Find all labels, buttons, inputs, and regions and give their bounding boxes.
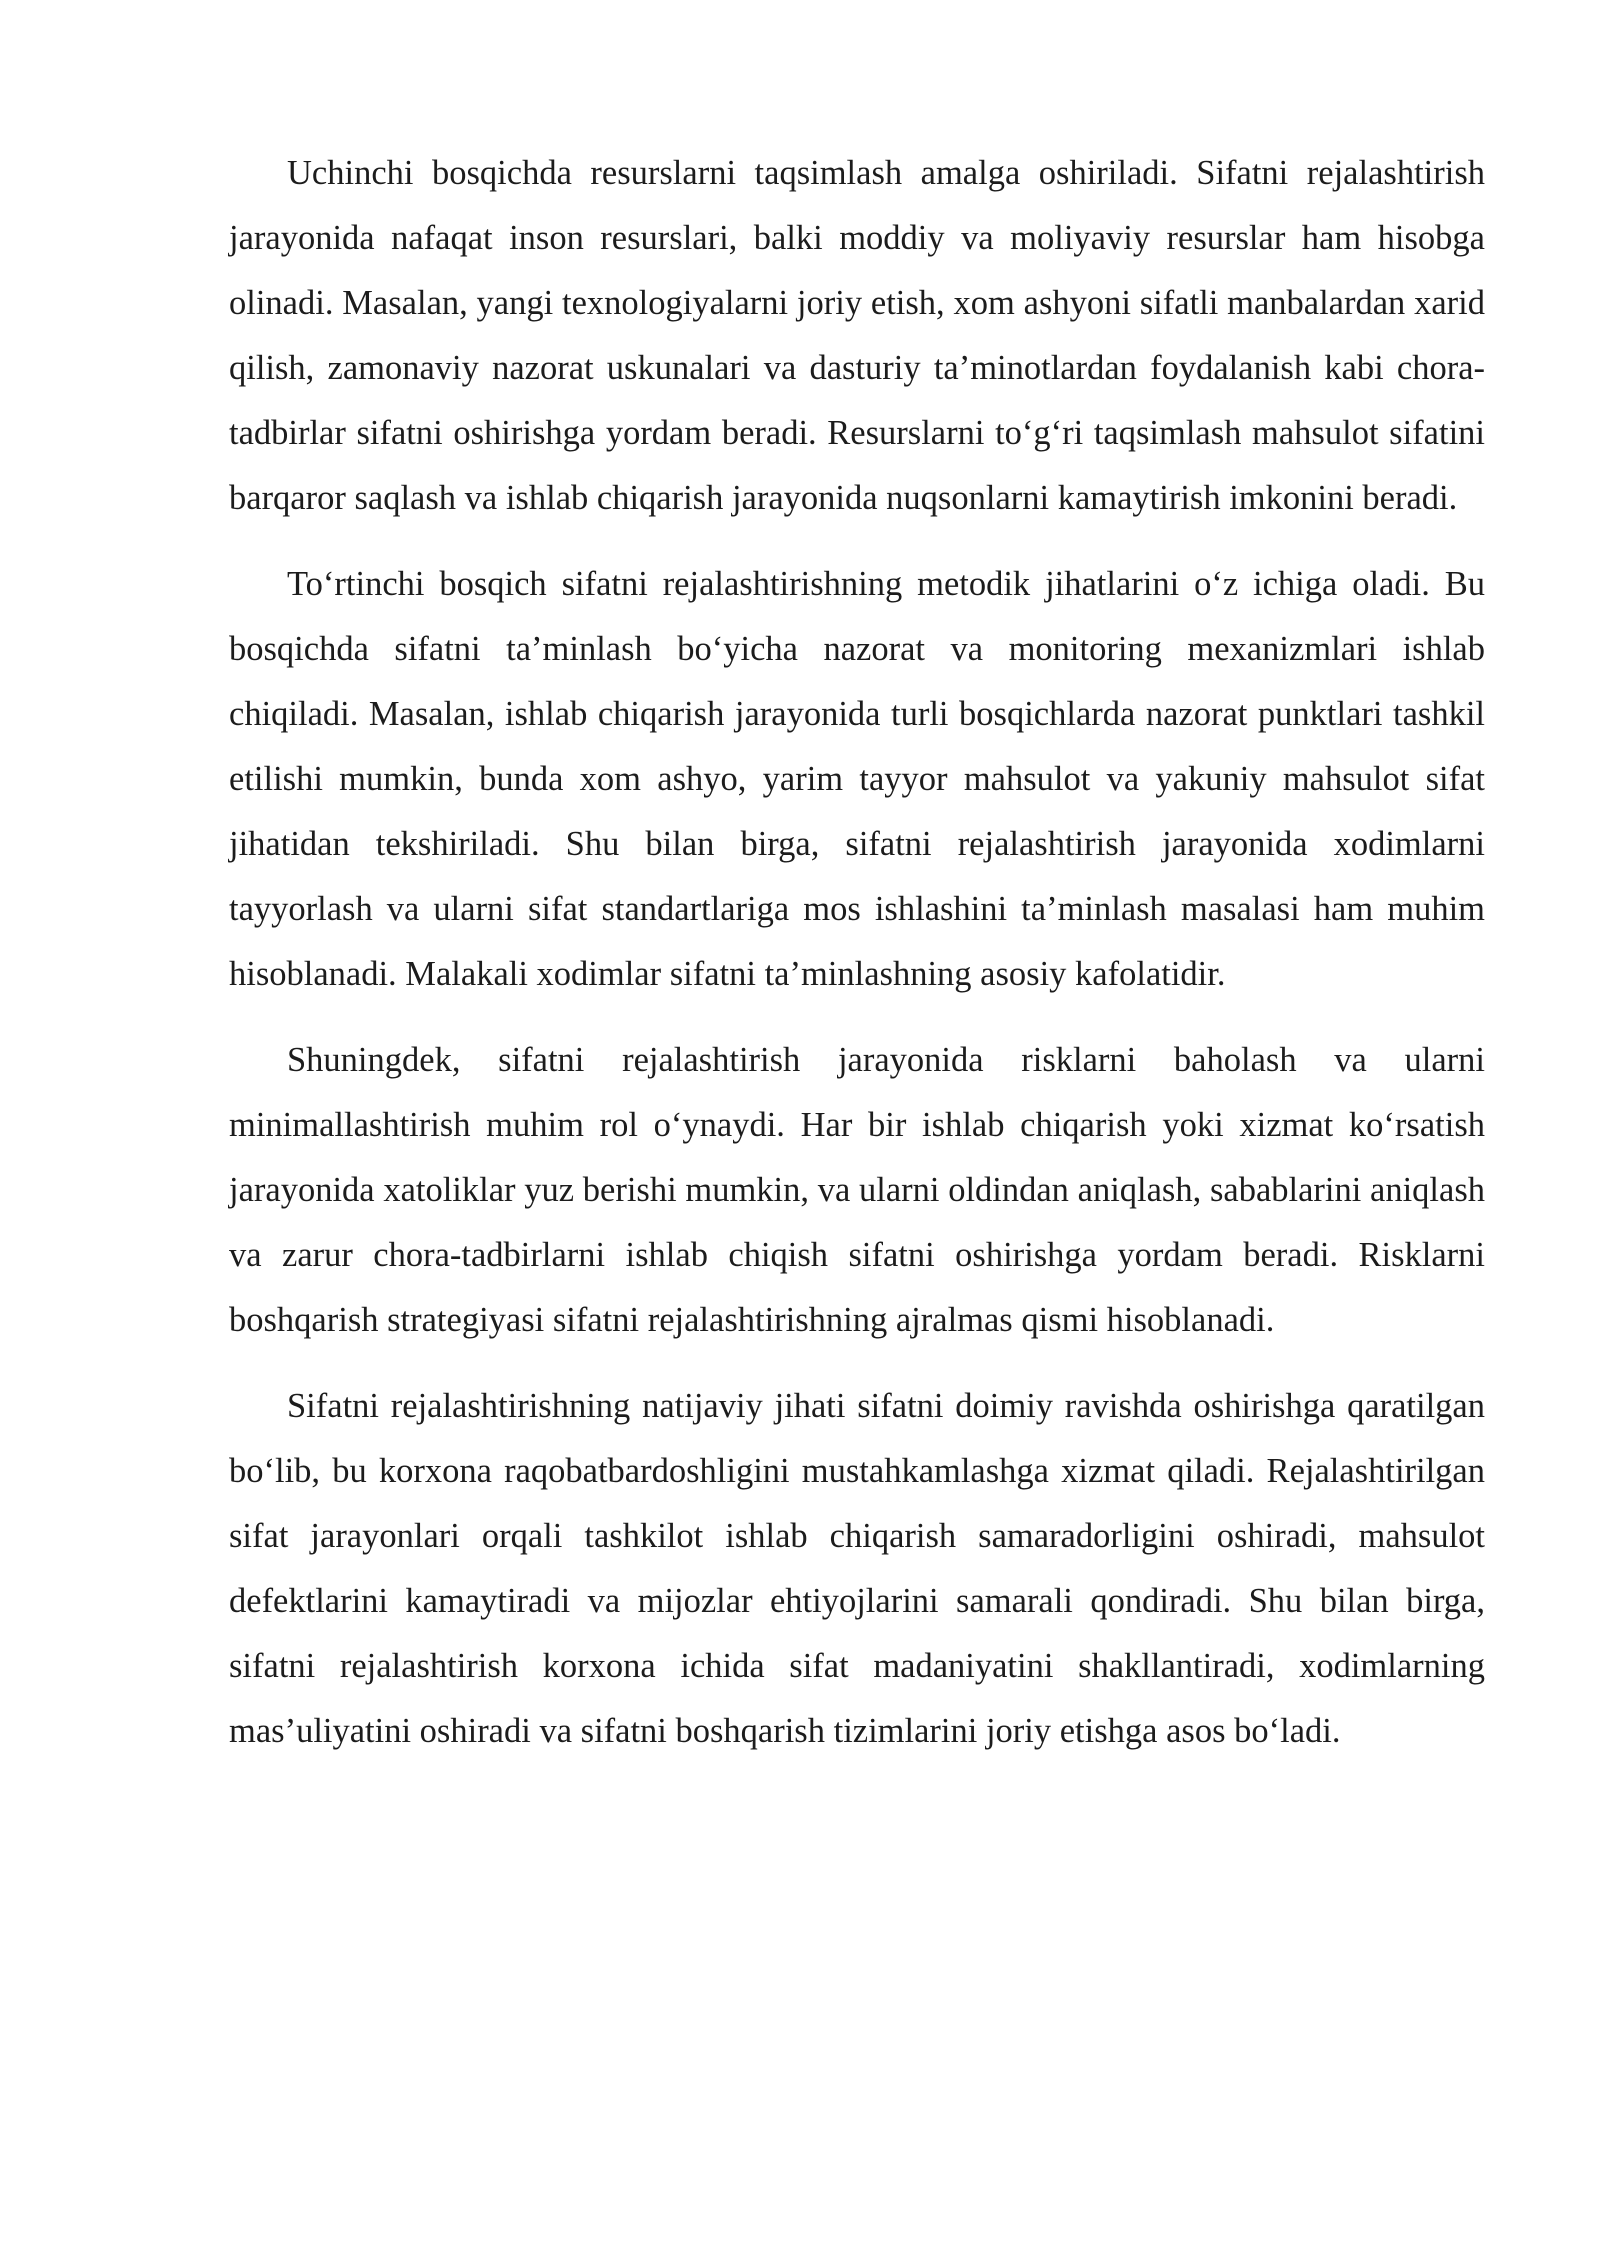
paragraph-quality-outcome: Sifatni rejalashtirishning natijaviy jihati sifatni doimiy ravishda oshirishga qaratilgan bo‘lib, bu korxona raqobatbardoshligini mustahkamlashga xizmat qiladi. Rejalashtirilgan sifat jarayonlari orqali tashkilot ishlab chiqarish samaradorligini oshiradi, mahsulot defektlarini kamaytiradi va mijozlar ehtiyojlarini samarali qondiradi. Shu bilan birga, sifatni rejalashtirish korxona ichida sifat madaniyatini shakllantiradi, xodimlarning mas’uliyatini oshiradi va sifatni boshqarish tizimlarini joriy etishga asos bo‘ladi.: [229, 1387, 1485, 1750]
document-body: [229, 141, 1485, 1785]
paragraph-risk-assessment: Shuningdek, sifatni rejalashtirish jarayonida risklarni baholash va ularni minimallashtirish muhim rol o‘ynaydi. Har bir ishlab chiqarish yoki xizmat ko‘rsatish jarayonida xatoliklar yuz berishi mumkin, va ularni oldindan aniqlash, sabablarini aniqlash va zarur chora-tadbirlarni ishlab chiqish sifatni oshirishga yordam beradi. Risklarni boshqarish strategiyasi sifatni rejalashtirishning ajralmas qismi hisoblanadi.: [229, 1041, 1485, 1339]
paragraph-methodical-aspects: To‘rtinchi bosqich sifatni rejalashtirishning metodik jihatlarini o‘z ichiga oladi. Bu bosqichda sifatni ta’minlash bo‘yicha nazorat va monitoring mexanizmlari ishlab chiqiladi. Masalan, ishlab chiqarish jarayonida turli bosqichlarda nazorat punktlari tashkil etilishi mumkin, bunda xom ashyo, yarim tayyor mahsulot va yakuniy mahsulot sifat jihatidan tekshiriladi. Shu bilan birga, sifatni rejalashtirish jarayonida xodimlarni tayyorlash va ularni sifat standartlariga mos ishlashini ta’minlash masalasi ham muhim hisoblanadi. Malakali xodimlar sifatni ta’minlashning asosiy kafolatidir.: [229, 565, 1485, 993]
paragraph-resource-allocation: Uchinchi bosqichda resurslarni taqsimlash amalga oshiriladi. Sifatni rejalashtirish jarayonida nafaqat inson resurslari, balki moddiy va moliyaviy resurslar ham hisobga olinadi. Masalan, yangi texnologiyalarni joriy etish, xom ashyoni sifatli manbalardan xarid qilish, zamonaviy nazorat uskunalari va dasturiy ta’minotlardan foydalanish kabi chora-tadbirlar sifatni oshirishga yordam beradi. Resurslarni to‘g‘ri taqsimlash mahsulot sifatini barqaror saqlash va ishlab chiqarish jarayonida nuqsonlarni kamaytirish imkonini beradi.: [229, 154, 1485, 517]
